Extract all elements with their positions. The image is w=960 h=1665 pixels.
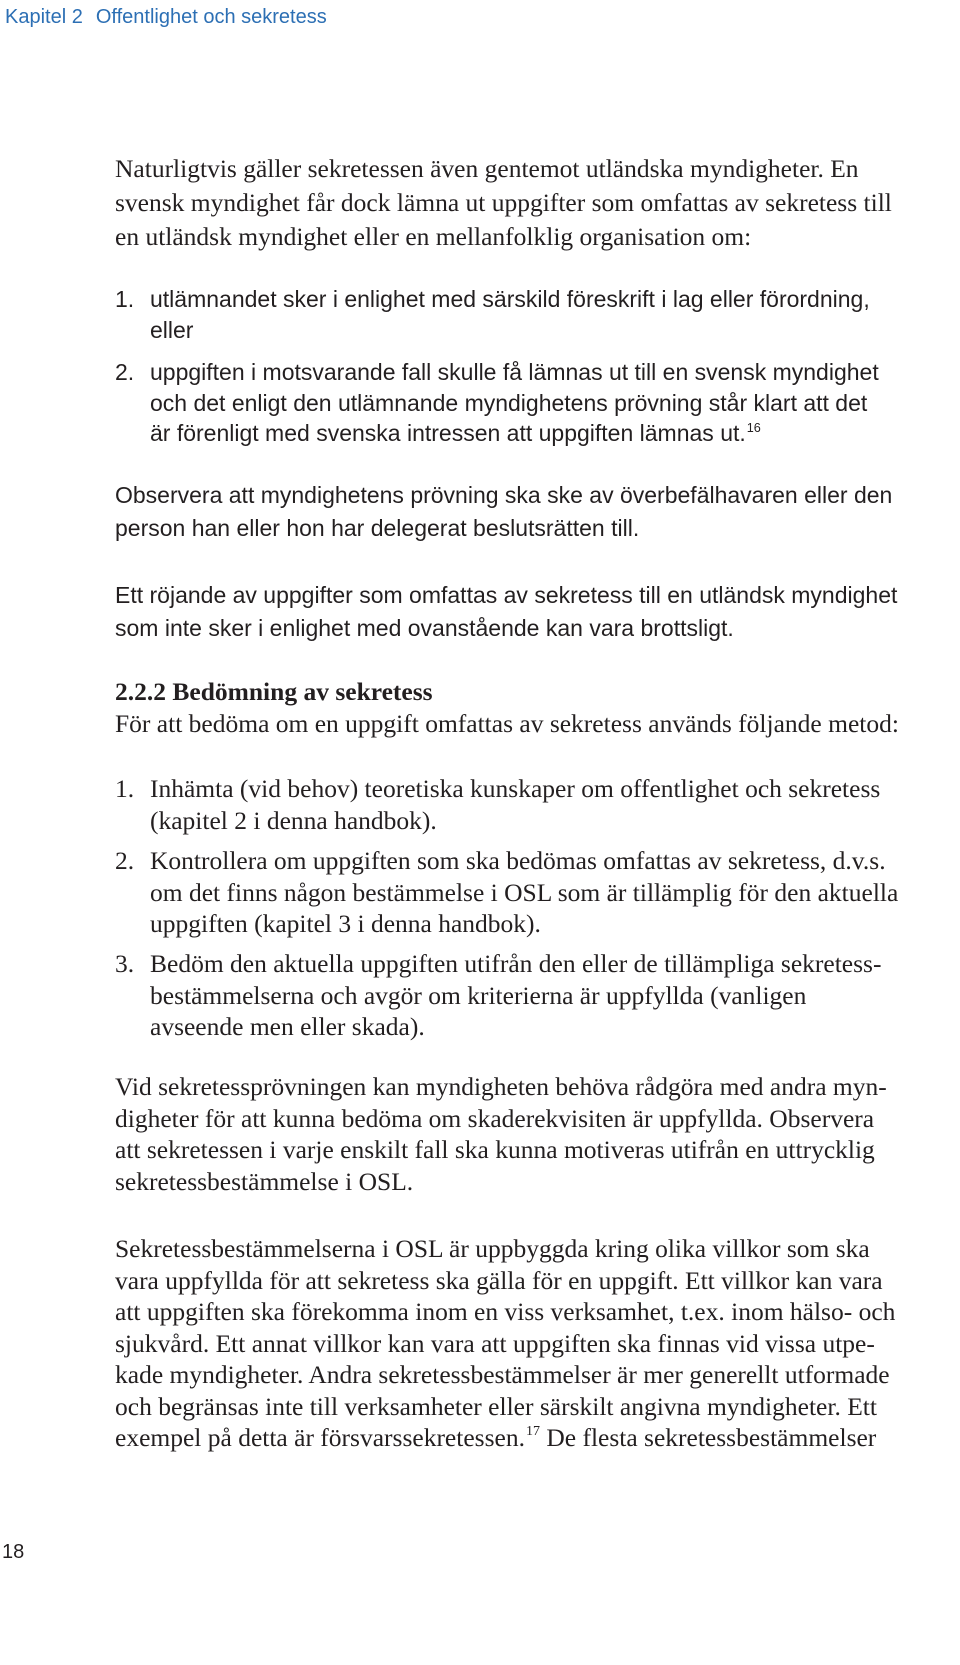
section-number: 2.2.2: [115, 677, 166, 706]
chapter-title: Offentlighet och sekretess: [95, 6, 327, 28]
list-item-line: och det enligt den utlämnande myndighetens prövning står klart att det: [150, 389, 868, 416]
list-item-line: uppgiften i motsvarande fall skulle få lämnas ut till en svensk myndighet: [150, 359, 879, 385]
paragraph-line: som inte sker i enlighet med ovanstående kan vara brottsligt.: [115, 615, 734, 641]
running-header: [5, 5, 327, 29]
list-item-line: utlämnandet sker i enlighet med särskild föreskrift i lag eller förordning,: [150, 286, 870, 312]
condition-item-2: [115, 357, 879, 449]
paragraph-line: [115, 1422, 876, 1454]
paragraph-line: person han eller hon har delegerat beslutsrätten till.: [115, 515, 640, 541]
paragraph-line: vara uppfyllda för att sekretess ska gälla för en uppgift. Ett villkor kan vara: [115, 1265, 883, 1295]
line-text: De flesta sekretessbestämmelser: [539, 1423, 877, 1452]
paragraph-line: Naturligtvis gäller sekretessen även gentemot utländska myndigheter. En: [115, 154, 859, 183]
section-heading: [115, 676, 433, 708]
paragraph-line: sekretessbestämmelse i OSL.: [115, 1166, 414, 1196]
list-item-line: [150, 418, 761, 449]
line-text: är förenligt med svenska intressen att uppgiften lämnas ut.: [150, 420, 746, 446]
paragraph-line: För att bedöma om en uppgift omfattas av sekretess används följande metod:: [115, 709, 899, 738]
list-item-line: Bedöm den aktuella uppgiften utifrån den eller de tillämpliga sekretess-: [150, 949, 882, 978]
footnote-ref: 17: [525, 1424, 540, 1440]
paragraph-line: Sekretessbestämmelserna i OSL är uppbyggda kring olika villkor som ska: [115, 1234, 870, 1263]
list-item-line: Kontrollera om uppgiften som ska bedömas omfattas av sekretess, d.v.s.: [150, 846, 886, 875]
list-item-line: avseende men eller skada).: [150, 1012, 425, 1041]
list-item-line: Inhämta (vid behov) teoretiska kunskaper om offentlighet och sekretess: [150, 774, 881, 803]
list-number: 2.: [115, 359, 135, 385]
list-item-line: uppgiften (kapitel 3 i denna handbok).: [150, 909, 541, 938]
paragraph-line: Ett röjande av uppgifter som omfattas av sekretess till en utländsk myndighet: [115, 582, 898, 608]
list-item-line: eller: [150, 316, 194, 343]
line-text: exempel på detta är försvarssekretessen.: [115, 1423, 525, 1452]
section-lead: [115, 708, 899, 740]
section-title: Bedömning av sekretess: [172, 677, 433, 706]
intro-paragraph: [115, 152, 892, 254]
paragraph-line: Vid sekretessprövningen kan myndigheten behöva rådgöra med andra myn-: [115, 1072, 887, 1101]
method-step-3: [115, 948, 881, 1043]
conditions-paragraph: [115, 1233, 895, 1454]
paragraph-line: att uppgiften ska förekomma inom en viss verksamhet, t.ex. inom hälso- och: [115, 1297, 896, 1326]
method-step-2: [115, 845, 898, 940]
disclosure-note-paragraph: [115, 579, 897, 645]
footnote-ref: 16: [746, 420, 761, 435]
list-item-line: (kapitel 2 i denna handbok).: [150, 805, 437, 835]
list-number: 1.: [115, 286, 135, 312]
obf-note-paragraph: [115, 479, 892, 545]
page-number: 18: [2, 1541, 25, 1563]
paragraph-line: digheter för att kunna bedöma om skaderekvisiten är uppfyllda. Observera: [115, 1103, 875, 1133]
paragraph-line: att sekretessen i varje enskilt fall ska kunna motiveras utifrån en uttrycklig: [115, 1135, 875, 1164]
list-number: 1.: [115, 774, 135, 803]
paragraph-line: kade myndigheter. Andra sekretessbestämmelser är mer generellt utformade: [115, 1360, 890, 1389]
paragraph-line: en utländsk myndighet eller en mellanfolklig organisation om:: [115, 222, 752, 251]
chapter-label: Kapitel 2: [5, 6, 83, 28]
paragraph-line: svensk myndighet får dock lämna ut uppgifter som omfattas av sekretess till: [115, 188, 892, 217]
paragraph-line: sjukvård. Ett annat villkor kan vara att uppgiften ska finnas vid vissa utpe-: [115, 1328, 875, 1358]
list-number: 3.: [115, 949, 135, 978]
paragraph-line: och begränsas inte till verksamheter eller särskilt angivna myndigheter. Ett: [115, 1391, 877, 1421]
consult-paragraph: [115, 1071, 887, 1197]
method-step-1: [115, 773, 880, 836]
list-number: 2.: [115, 846, 135, 875]
condition-item-1: [115, 284, 870, 345]
list-item-line: om det finns någon bestämmelse i OSL som är tillämplig för den aktuella: [150, 877, 899, 907]
list-item-line: bestämmelserna och avgör om kriterierna är uppfyllda (vanligen: [150, 980, 807, 1010]
paragraph-line: Observera att myndighetens prövning ska ske av överbefälhavaren eller den: [115, 482, 893, 508]
